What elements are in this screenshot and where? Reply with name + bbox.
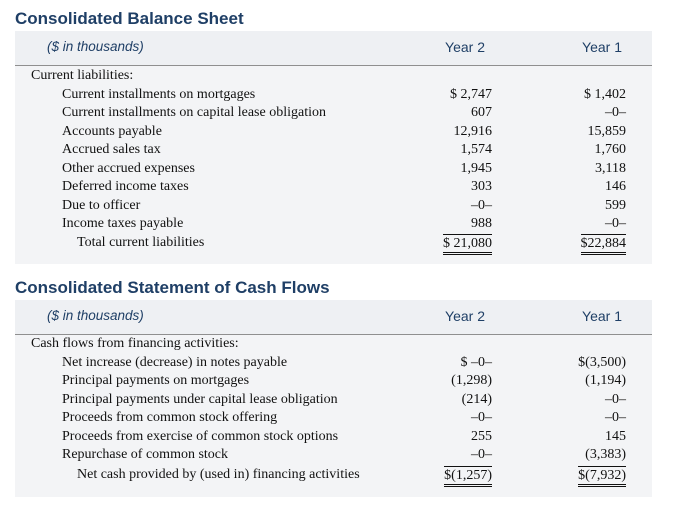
value-year2: 607 — [471, 105, 492, 120]
value-year2: 12,916 — [453, 123, 492, 139]
value-year2: –0– — [471, 197, 492, 213]
value-year2: –0– — [471, 447, 492, 462]
value-year1: –0– — [605, 105, 626, 120]
table-row — [15, 446, 652, 465]
value-year2: 303 — [471, 179, 492, 194]
value-year1: 1,760 — [594, 142, 626, 157]
value-year1: $(3,500) — [578, 354, 626, 370]
table-row — [15, 335, 652, 354]
cash-flows-col-year2: Year 2 — [445, 308, 485, 324]
row-label: Current liabilities: — [31, 68, 134, 83]
row-label: Principal payments on mortgages — [62, 373, 250, 388]
row-label: Repurchase of common stock — [62, 447, 229, 462]
balance-sheet-body — [15, 66, 652, 264]
value-year1: –0– — [605, 410, 626, 425]
table-row — [15, 372, 652, 391]
row-label: Current installments on capital lease obligation — [62, 105, 326, 120]
value-year1: 146 — [605, 179, 626, 194]
row-label: Proceeds from exercise of common stock options — [62, 428, 339, 444]
row-label: Net increase (decrease) in notes payable — [62, 354, 288, 370]
cash-flows-unit-label: ($ in thousands) — [47, 308, 144, 323]
total-year2: $(1,257) — [444, 466, 492, 487]
value-year2: $ 2,747 — [450, 86, 492, 102]
cash-flows-body — [15, 335, 652, 497]
row-label: Income taxes payable — [62, 216, 184, 231]
balance-sheet-title: Consolidated Balance Sheet — [15, 9, 244, 28]
value-year1: 145 — [605, 428, 626, 444]
row-label: Accrued sales tax — [62, 142, 161, 157]
table-row — [15, 215, 652, 234]
value-year1: –0– — [605, 391, 626, 407]
table-row — [15, 428, 652, 447]
balance-sheet-col-year1: Year 1 — [582, 39, 622, 55]
value-year1: 15,859 — [587, 123, 626, 139]
row-label: Total current liabilities — [77, 235, 205, 250]
value-year1: –0– — [605, 216, 626, 231]
row-label: Current installments on mortgages — [62, 86, 256, 102]
value-year1: 599 — [605, 197, 626, 213]
table-row — [15, 178, 652, 197]
value-year1: $ 1,402 — [584, 86, 626, 102]
table-row — [15, 67, 652, 86]
table-row — [15, 197, 652, 216]
table-row — [15, 141, 652, 160]
table-row — [15, 354, 652, 373]
total-year1: $22,884 — [581, 234, 627, 255]
row-label: Net cash provided by (used in) financing activities — [77, 467, 360, 482]
value-year2: $ –0– — [460, 354, 492, 370]
value-year2: 255 — [471, 428, 492, 444]
row-label: Proceeds from common stock offering — [62, 410, 278, 425]
cash-flows-title: Consolidated Statement of Cash Flows — [15, 278, 330, 297]
value-year2: 988 — [471, 216, 492, 231]
value-year2: –0– — [471, 410, 492, 425]
row-label: Principal payments under capital lease obligation — [62, 391, 338, 407]
total-year1: $(7,932) — [578, 466, 626, 487]
table-row — [15, 104, 652, 123]
total-year2: $ 21,080 — [443, 234, 492, 255]
value-year2: (1,298) — [451, 373, 492, 388]
table-row — [15, 391, 652, 410]
value-year2: (214) — [461, 391, 492, 407]
table-row — [15, 160, 652, 179]
table-row — [15, 409, 652, 428]
row-label: Accounts payable — [62, 123, 162, 139]
value-year1: (1,194) — [585, 373, 626, 388]
table-row — [15, 123, 652, 142]
value-year2: 1,574 — [460, 142, 492, 157]
row-label: Other accrued expenses — [62, 160, 195, 176]
total-row — [15, 234, 652, 253]
row-label: Due to officer — [62, 197, 141, 213]
balance-sheet-unit-label: ($ in thousands) — [47, 39, 144, 54]
cash-flows-header — [15, 300, 652, 335]
value-year1: 3,118 — [595, 160, 626, 176]
balance-sheet-col-year2: Year 2 — [445, 39, 485, 55]
row-label: Cash flows from financing activities: — [31, 336, 239, 351]
value-year2: 1,945 — [460, 160, 492, 176]
table-row — [15, 86, 652, 105]
balance-sheet-header — [15, 31, 652, 66]
value-year1: (3,383) — [585, 447, 626, 462]
row-label: Deferred income taxes — [62, 179, 189, 194]
cash-flows-col-year1: Year 1 — [582, 308, 622, 324]
total-row — [15, 466, 652, 485]
